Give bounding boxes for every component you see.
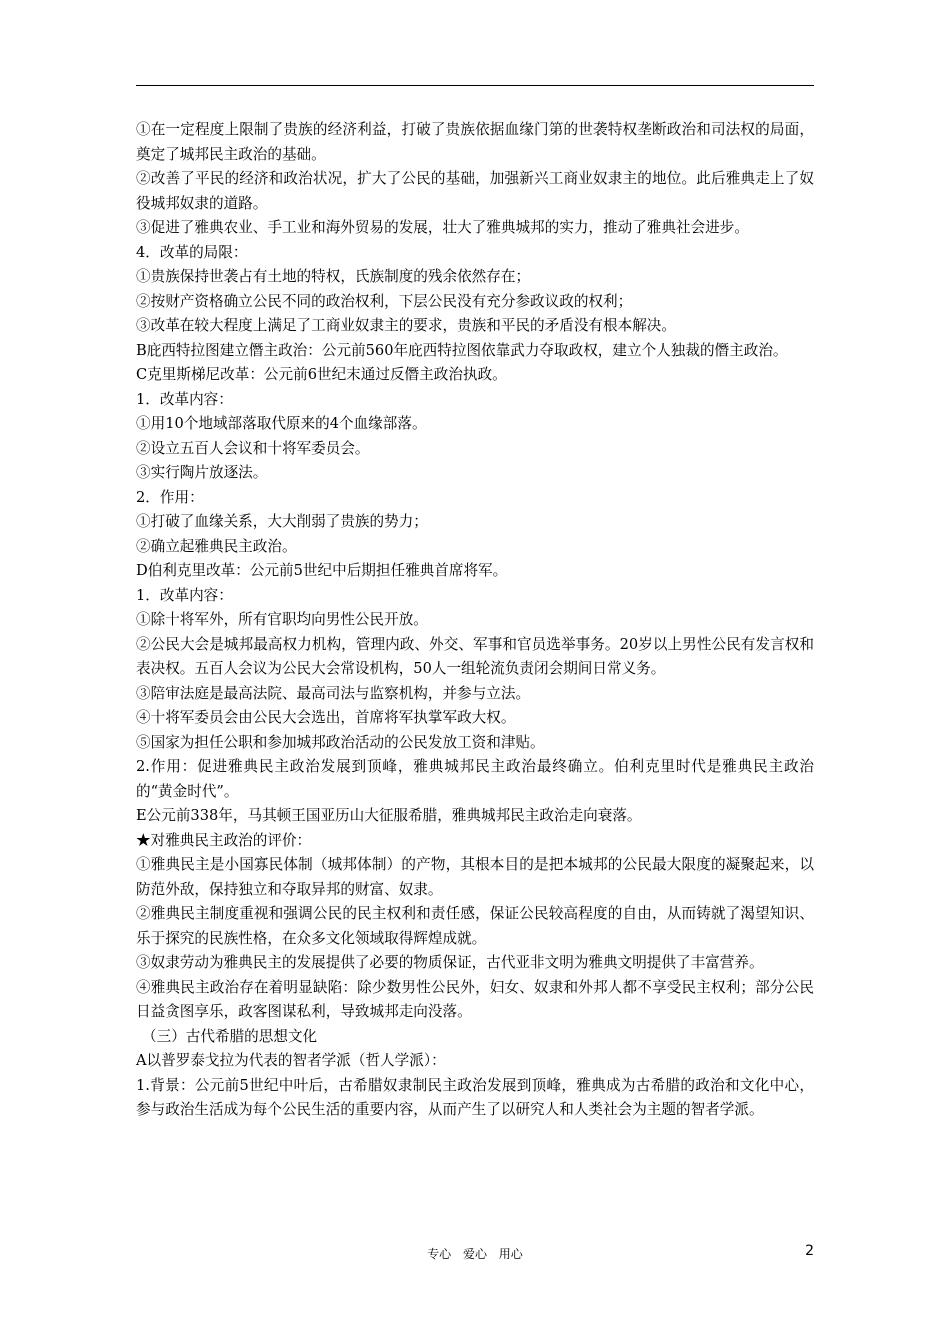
paragraph: ③奴隶劳动为雅典民主的发展提供了必要的物质保证，古代亚非文明为雅典文明提供了丰富营养。 xyxy=(136,954,764,971)
paragraph: ②按财产资格确立公民不同的政治权利，下层公民没有充分参政议政的权利； xyxy=(136,292,633,310)
paragraph: ④雅典民主政治存在着明显缺陷：除少数男性公民外，妇女、奴隶和外邦人都不享受民主权利；部分公民日益贪图享乐，政客图谋私利，导致城邦走向没落。 xyxy=(136,978,814,1020)
paragraph: ③改革在较大程度上满足了工商业奴隶主的要求，贵族和平民的矛盾没有根本解决。 xyxy=(136,317,676,334)
page-number: 2 xyxy=(805,1243,814,1259)
footer-slogan: 专心 爱心 用心 xyxy=(427,1247,523,1261)
paragraph: E公元前338年，马其顿王国亚历山大征服希腊，雅典城邦民主政治走向衰落。 xyxy=(136,807,642,824)
paragraph: C克里斯梯尼改革：公元前6世纪末通过反僭主政治执政。 xyxy=(136,366,507,383)
paragraph: ⑤国家为担任公职和参加城邦政治活动的公民发放工资和津贴。 xyxy=(136,733,545,751)
paragraph: 1．改革内容： xyxy=(136,586,233,604)
paragraph: ④十将军委员会由公民大会选出，首席将军执掌军政大权。 xyxy=(136,709,516,726)
paragraph: ②公民大会是城邦最高权力机构，管理内政、外交、军事和官员选举事务。20岁以上男性公民有发言权和表决权。五百人会议为公民大会常设机构，50人一组轮流负责闭会期间日常义务。 xyxy=(136,635,814,677)
paragraph: ①除十将军外，所有官职均向男性公民开放。 xyxy=(136,611,428,628)
section-heading: （三）古代希腊的思想文化 xyxy=(142,1027,318,1045)
paragraph: D伯利克里改革：公元前5世纪中后期担任雅典首席将军。 xyxy=(136,562,508,579)
paragraph: 1．改革内容： xyxy=(136,390,233,408)
paragraph: ②设立五百人会议和十将军委员会。 xyxy=(136,439,370,457)
paragraph: 1.背景：公元前5世纪中叶后，古希腊奴隶制民主政治发展到顶峰，雅典成为古希腊的政治和文化中心，参与政治生活成为每个公民生活的重要内容，从而产生了以研究人和人类社会为主题的智者学派。 xyxy=(136,1076,814,1118)
paragraph: ②雅典民主制度重视和强调公民的民主权利和责任感，保证公民较高程度的自由，从而铸就了渴望知识、乐于探究的民族性格，在众多文化领域取得辉煌成就。 xyxy=(136,905,814,947)
paragraph: ★对雅典民主政治的评价： xyxy=(136,831,312,849)
paragraph: 4．改革的局限： xyxy=(136,243,248,261)
paragraph: B庇西特拉图建立僭主政治：公元前560年庇西特拉图依靠武力夺取政权，建立个人独裁的僭主政治。 xyxy=(136,341,788,359)
header-rule xyxy=(136,85,814,86)
paragraph: ①雅典民主是小国寡民体制（城邦体制）的产物，其根本目的是把本城邦的公民最大限度的凝聚起来，以防范外敌，保持独立和夺取异邦的财富、奴隶。 xyxy=(136,856,814,898)
paragraph: ③促进了雅典农业、手工业和海外贸易的发展，壮大了雅典城邦的实力，推动了雅典社会进步。 xyxy=(136,219,749,236)
paragraph: ①用10个地域部落取代原来的4个血缘部落。 xyxy=(136,415,427,432)
paragraph: ①打破了血缘关系，大大削弱了贵族的势力； xyxy=(136,513,428,530)
paragraph: ②改善了平民的经济和政治状况，扩大了公民的基础，加强新兴工商业奴隶主的地位。此后雅典走上了奴役城邦奴隶的道路。 xyxy=(136,170,814,212)
paragraph: ②确立起雅典民主政治。 xyxy=(136,537,297,555)
paragraph: 2.作用：促进雅典民主政治发展到顶峰，雅典城邦民主政治最终确立。伯利克里时代是雅典民主政治的“黄金时代”。 xyxy=(136,758,814,800)
paragraph: ①在一定程度上限制了贵族的经济利益，打破了贵族依据血缘门第的世袭特权垄断政治和司法权的局面，奠定了城邦民主政治的基础。 xyxy=(136,121,814,163)
paragraph: ①贵族保持世袭占有土地的特权，氏族制度的残余依然存在； xyxy=(136,268,531,285)
document-body xyxy=(136,118,814,1123)
paragraph: ③陪审法庭是最高法院、最高司法与监察机构，并参与立法。 xyxy=(136,684,531,702)
paragraph: 2．作用： xyxy=(136,488,204,506)
paragraph: ③实行陶片放逐法。 xyxy=(136,464,268,481)
paragraph: A以普罗泰戈拉为代表的智者学派（哲人学派）： xyxy=(136,1052,446,1069)
